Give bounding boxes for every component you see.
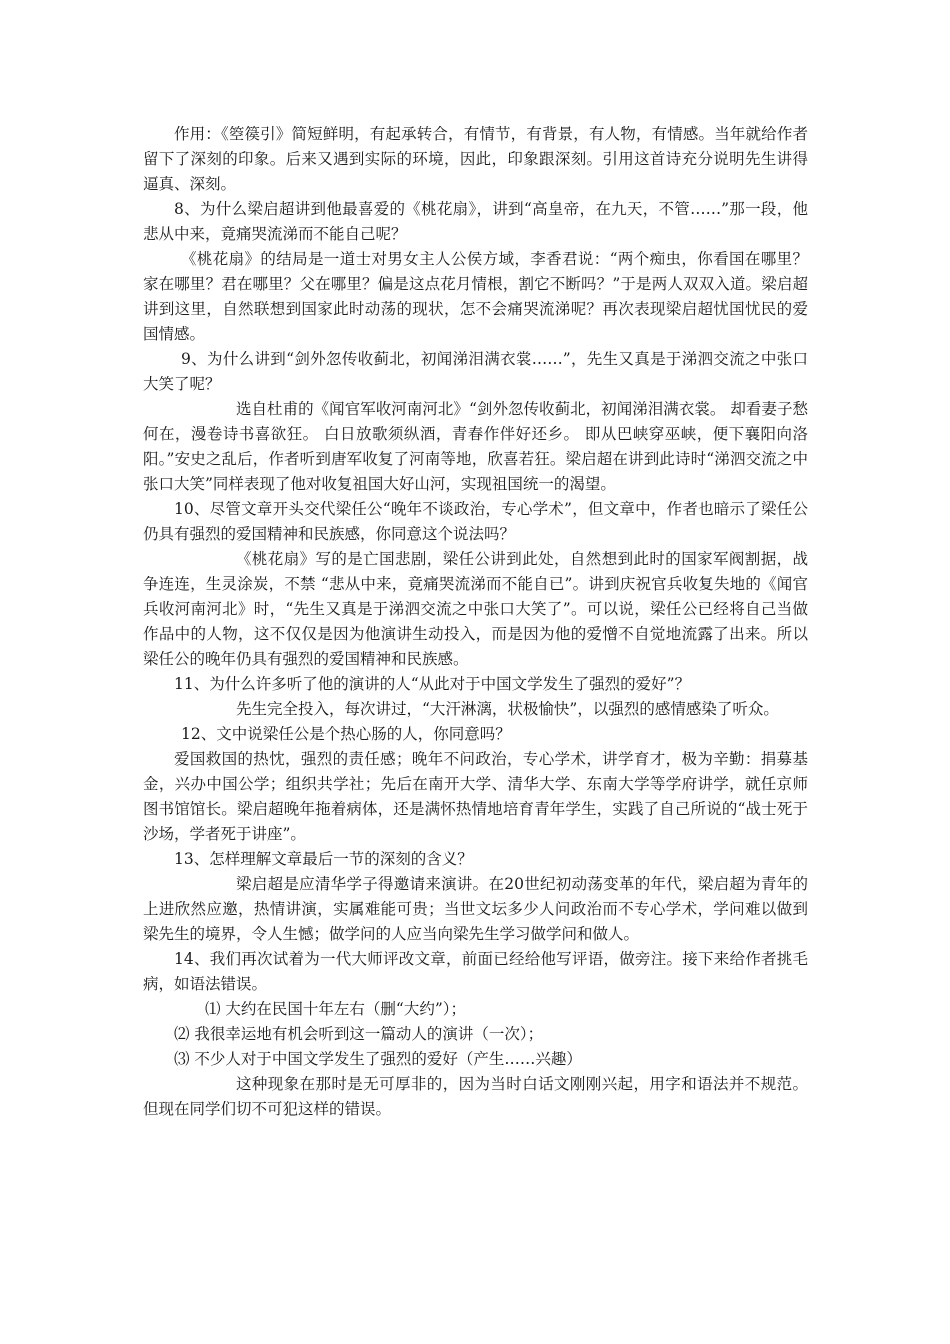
- question-10: 10、尽管文章开头交代梁任公“晚年不谈政治，专心学术”，但文章中，作者也暗示了梁任公仍具有强烈的爱国精神和民族感，你同意这个说法吗？: [143, 500, 808, 543]
- document-body: [143, 122, 808, 1122]
- question-9: 9、为什么讲到“剑外忽传收蓟北，初闻涕泪满衣裳……”，先生又真是于涕泗交流之中张口大笑了呢？: [143, 350, 808, 393]
- correction-item-1: ⑴ 大约在民国十年左右（删“大约”）；: [205, 1000, 467, 1018]
- question-8: 8、为什么梁启超讲到他最喜爱的《桃花扇》，讲到“高皇帝，在九天，不管……”那一段，他悲从中来，竟痛哭流涕而不能自己呢？: [143, 200, 808, 243]
- answer-paragraph-7: 作用：《箜篌引》简短鲜明，有起承转合，有情节，有背景，有人物，有情感。当年就给作者留下了深刻的印象。后来又遇到实际的环境，因此，印象跟深刻。引用这首诗充分说明先生讲得逼真、深刻。: [143, 125, 808, 193]
- answer-paragraph-14: 这种现象在那时是无可厚非的，因为当时白话文刚刚兴起，用字和语法并不规范。但现在同学们切不可犯这样的错误。: [143, 1075, 808, 1118]
- answer-paragraph-12: 爱国救国的热忱，强烈的责任感；晚年不问政治，专心学术，讲学育才，极为辛勤：捐募基金，兴办中国公学；组织共学社；先后在南开大学、清华大学、东南大学等学府讲学，就任京师图书馆馆长。梁启超晚年拖着病体，还是满怀热情地培育青年学生，实践了自己所说的“战士死于沙场，学者死于讲座”。: [143, 750, 808, 843]
- question-12: 12、文中说梁任公是个热心肠的人，你同意吗？: [181, 725, 511, 743]
- question-13: 13、怎样理解文章最后一节的深刻的含义？: [174, 850, 473, 868]
- answer-paragraph-10: 《桃花扇》写的是亡国悲剧，梁任公讲到此处，自然想到此时的国家军阀割据，战争连连，生灵涂炭，不禁 “悲从中来，竟痛哭流涕而不能自已”。讲到庆祝官兵收复失地的《闻官兵收河南河北》时，“先生又真是于涕泗交流之中张口大笑了”。可以说，梁任公已经将自己当做作品中的人物，这不仅仅是因为他演讲生动投入，而是因为他的爱憎不自觉地流露了出来。所以梁任公的晚年仍具有强烈的爱国精神和民族感。: [143, 550, 808, 668]
- answer-paragraph-13: 梁启超是应清华学子得邀请来演讲。在20世纪初动荡变革的年代，梁启超为青年的上进欣然应邀，热情讲演，实属难能可贵；当世文坛多少人问政治而不专心学术，学问难以做到梁先生的境界，令人生憾；做学问的人应当向梁先生学习做学问和做人。: [143, 875, 808, 943]
- answer-paragraph-9: 选自杜甫的《闻官军收河南河北》“剑外忽传收蓟北，初闻涕泪满衣裳。 却看妻子愁何在，漫卷诗书喜欲狂。 白日放歌须纵酒，青春作伴好还乡。 即从巴峡穿巫峡，便下襄阳向洛阳。”安史之乱后，作者听到唐军收复了河南等地，欣喜若狂。梁启超在讲到此诗时“涕泗交流之中张口大笑”同样表现了他对收复祖国大好山河，实现祖国统一的渴望。: [143, 400, 808, 493]
- question-11: 11、为什么许多听了他的演讲的人“从此对于中国文学发生了强烈的爱好”？: [174, 675, 691, 693]
- answer-paragraph-11: 先生完全投入，每次讲过，“大汗淋漓，状极愉快”，以强烈的感情感染了听众。: [236, 700, 779, 718]
- question-14: 14、我们再次试着为一代大师评改文章，前面已经给他写评语，做旁注。接下来给作者挑毛病，如语法错误。: [143, 950, 808, 993]
- correction-item-3: ⑶ 不少人对于中国文学发生了强烈的爱好（产生……兴趣）: [174, 1050, 582, 1068]
- answer-paragraph-8: 《桃花扇》的结局是一道士对男女主人公侯方域，李香君说：“两个痴虫，你看国在哪里？家在哪里？君在哪里？父在哪里？偏是这点花月情根，割它不断吗？”于是两人双双入道。梁启超讲到这里，自然联想到国家此时动荡的现状，怎不会痛哭流涕呢？再次表现梁启超忧国忧民的爱国情感。: [143, 250, 808, 343]
- correction-item-2: ⑵ 我很幸运地有机会听到这一篇动人的演讲（一次）；: [174, 1025, 544, 1043]
